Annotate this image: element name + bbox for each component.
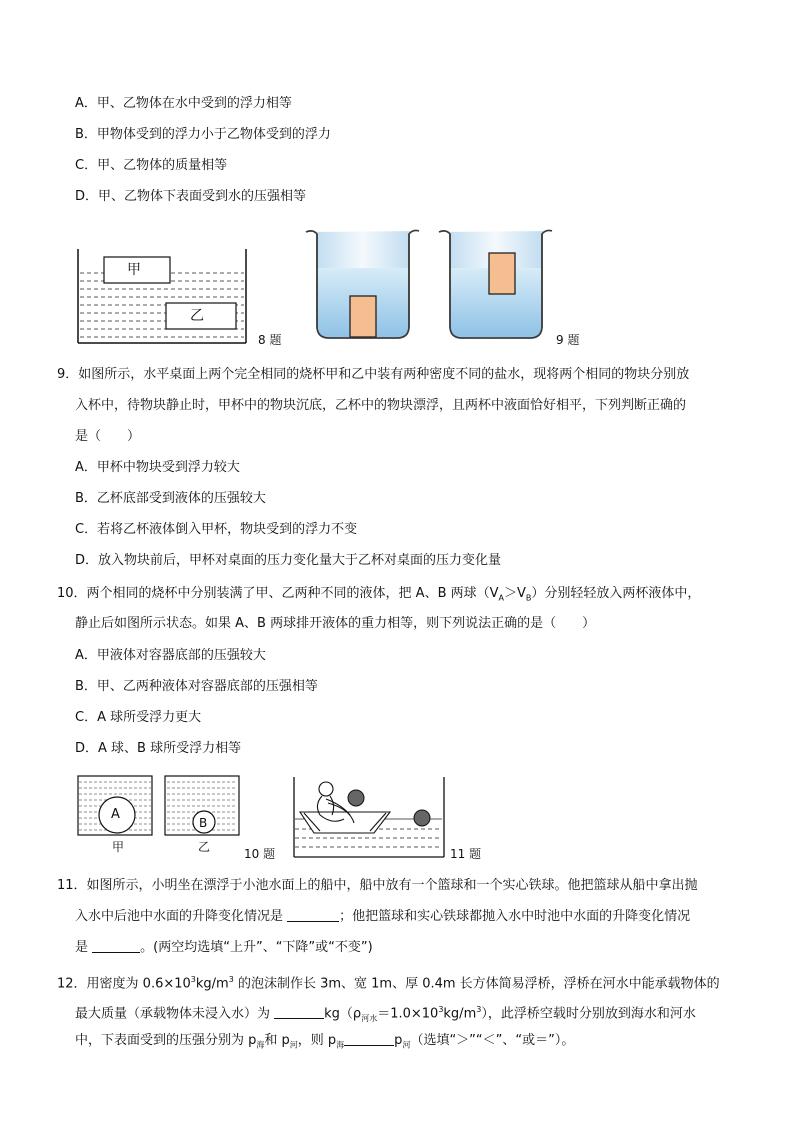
basketball [348, 790, 364, 806]
q10-option-c: C．A 球所受浮力更大 [75, 710, 202, 725]
q10-option-b: B．甲、乙两种液体对容器底部的压强相等 [75, 679, 318, 694]
figure-11-pool [292, 775, 447, 859]
beaker-jia [306, 230, 419, 338]
beaker-yi [439, 230, 552, 338]
cup-jia-label: 甲 [112, 840, 125, 854]
q9-stem-line1: 9．如图所示，水平桌面上两个完全相同的烧杯甲和乙中装有两种密度不同的盐水，现将两个相同的物块分别放 [57, 367, 690, 382]
q12-blank-2[interactable] [344, 1033, 394, 1046]
ball-a-label: A [111, 807, 120, 822]
q8-option-d: D．甲、乙物体下表面受到水的压强相等 [75, 189, 307, 204]
figure-9-beakers [303, 226, 553, 346]
q11-line2: 入水中后池中水面的升降变化情况是 ；他把篮球和实心铁球都抛入水中时池中水面的升降变化情况 [75, 909, 691, 924]
q10-option-a: A．甲液体对容器底部的压强较大 [75, 648, 266, 663]
q12-line2: 最大质量（承载物体未浸入水）为 $kg(\rho_{河水}=1.0\times 10^3kg/m^3)$，此浮桥空载时分别放到海水和河水 [75, 1005, 696, 1023]
figure-9-caption: 9 题 [556, 333, 580, 347]
iron-ball [414, 810, 430, 826]
block-jia-label: 甲 [127, 262, 141, 278]
block-floating [489, 253, 515, 294]
figure-8-caption: 8 题 [258, 333, 282, 347]
q9-option-a: A．甲杯中物块受到浮力较大 [75, 460, 240, 475]
q8-option-c: C．甲、乙物体的质量相等 [75, 158, 228, 173]
q9-option-d: D．放入物块前后，甲杯对桌面的压力变化量大于乙杯对桌面的压力变化量 [75, 553, 502, 568]
ball-b-label: B [199, 816, 208, 830]
figure-10-caption: 10 题 [244, 847, 276, 861]
q12-blank-1[interactable] [274, 1006, 324, 1019]
q9-option-c: C．若将乙杯液体倒入甲杯，物块受到的浮力不变 [75, 522, 358, 537]
q9-option-b: B．乙杯底部受到液体的压强较大 [75, 491, 266, 506]
q11-line3: 是 。(两空均选填“上升”、“下降”或“不变”) [75, 940, 373, 955]
cup-yi-label: 乙 [198, 840, 211, 854]
q12-line3: 中，下表面受到的压强分别为 $p_海$和 $p_河$，则 $p_海$ $p_河$（选填“＞”“＜”、“或＝”）。 [75, 1033, 575, 1050]
block-yi-label: 乙 [190, 308, 204, 324]
q9-stem-line2: 入杯中，待物块静止时，甲杯中的物块沉底，乙杯中的物块漂浮，且两杯中液面恰好相平，下列判断正确的 [75, 398, 687, 413]
q8-option-a: A．甲、乙物体在水中受到的浮力相等 [75, 96, 292, 111]
figure-8-tank [74, 245, 254, 345]
q11-blank-2[interactable] [92, 940, 140, 953]
q9-stem-line3: 是（ ） [75, 429, 141, 444]
q8-option-b: B．甲物体受到的浮力小于乙物体受到的浮力 [75, 127, 331, 142]
q10-option-d: D．A 球、B 球所受浮力相等 [75, 741, 242, 756]
q10-stem-line2: 静止后如图所示状态。如果 A、B 两球排开液体的重力相等，则下列说法正确的是（ ） [75, 616, 596, 631]
figure-10-containers [77, 775, 242, 837]
q10-stem-line1: 10．两个相同的烧杯中分别装满了甲、乙两种不同的液体，把 A、B 两球$(V_A>V_B)$分别轻轻放入两杯液体中， [57, 586, 701, 603]
q12-line1: 12．用密度为 $0.6\times 10^3kg/m^3$ 的泡沫制作长 3m、宽 1m、厚 0.4m 长方体简易浮桥，浮桥在河水中能承载物体的 [57, 975, 720, 992]
q11-blank-1[interactable] [287, 909, 339, 922]
boat [300, 812, 390, 833]
figure-11-caption: 11 题 [450, 847, 482, 861]
block-sunk [350, 296, 376, 337]
q11-line1: 11．如图所示，小明坐在漂浮于小池水面上的船中，船中放有一个篮球和一个实心铁球。他把篮球从船中拿出抛 [57, 878, 698, 893]
